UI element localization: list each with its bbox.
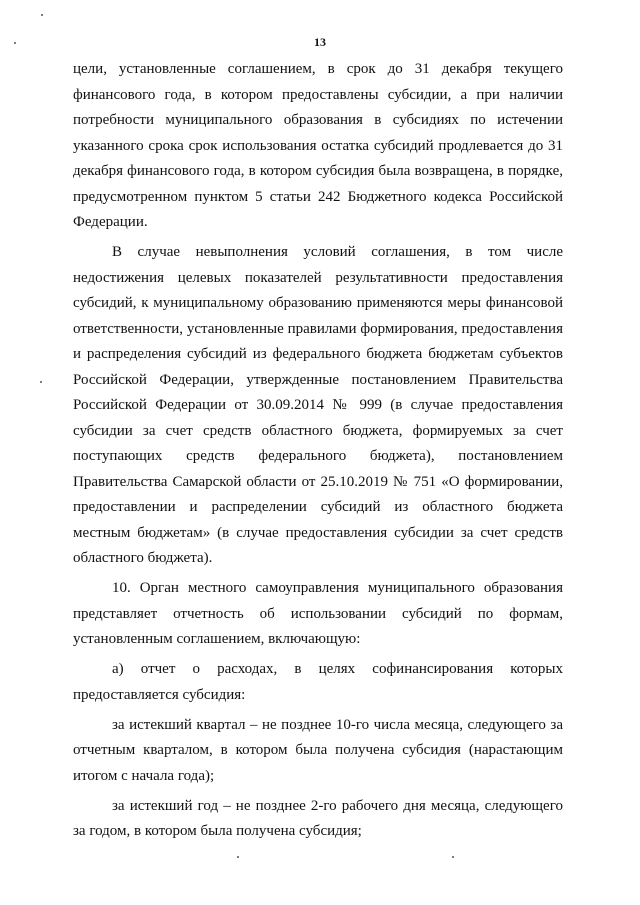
document-body <box>73 57 563 849</box>
paragraph-financial-responsibility: В случае невыполнения условий соглашения, в том числе недостижения целевых показателей результативности предоставления субсидий, к муниципальному образованию применяются меры финансовой ответственности, установленные правилами формирования, предоставления и распределения субсидий из федерального бюджета бюджетам субъектов Российской Федерации, утвержденные постановлением Правительства Российской Федерации от 30.09.2014 № 999 (в случае предоставления субсидии за счет средств областного бюджета, формируемых за счет поступающих средств федерального бюджета), постановлением Правительства Самарской области от 25.10.2019 № 751 «О формировании, предоставлении и распределении субсидий из областного бюджета местным бюджетам» (в случае предоставления субсидии за счет средств областного бюджета). <box>73 244 563 566</box>
paragraph-expense-report: а) отчет о расходах, в целях софинансирования которых предоставляется субсидия: <box>73 661 563 703</box>
paragraph-quarterly-deadline: за истекший квартал – не позднее 10-го числа месяца, следующего за отчетным кварталом, в котором была получена субсидия (нарастающим итогом с начала года); <box>73 716 563 784</box>
page-number: 13 <box>314 35 326 49</box>
scan-speck <box>40 381 42 383</box>
scan-speck <box>452 856 454 858</box>
scan-speck <box>41 14 43 16</box>
paragraph-reporting-item-10: 10. Орган местного самоуправления муниципального образования представляет отчетность об использовании субсидий по формам, установленным соглашением, включающую: <box>73 580 563 647</box>
paragraph-subsidy-usage-deadline: цели, установленные соглашением, в срок до 31 декабря текущего финансового года, в котором предоставлены субсидии, а при наличии потребности муниципального образования в субсидиях по истечении указанного срока срок использования остатка субсидий продлевается до 31 декабря финансового года, в котором субсидия была возвращена, в порядке, предусмотренном пунктом 5 статьи 242 Бюджетного кодекса Российской Федерации. <box>73 61 563 230</box>
paragraph-annual-deadline: за истекший год – не позднее 2-го рабочего дня месяца, следующего за годом, в котором была получена субсидия; <box>73 797 563 839</box>
scan-speck <box>237 856 239 858</box>
